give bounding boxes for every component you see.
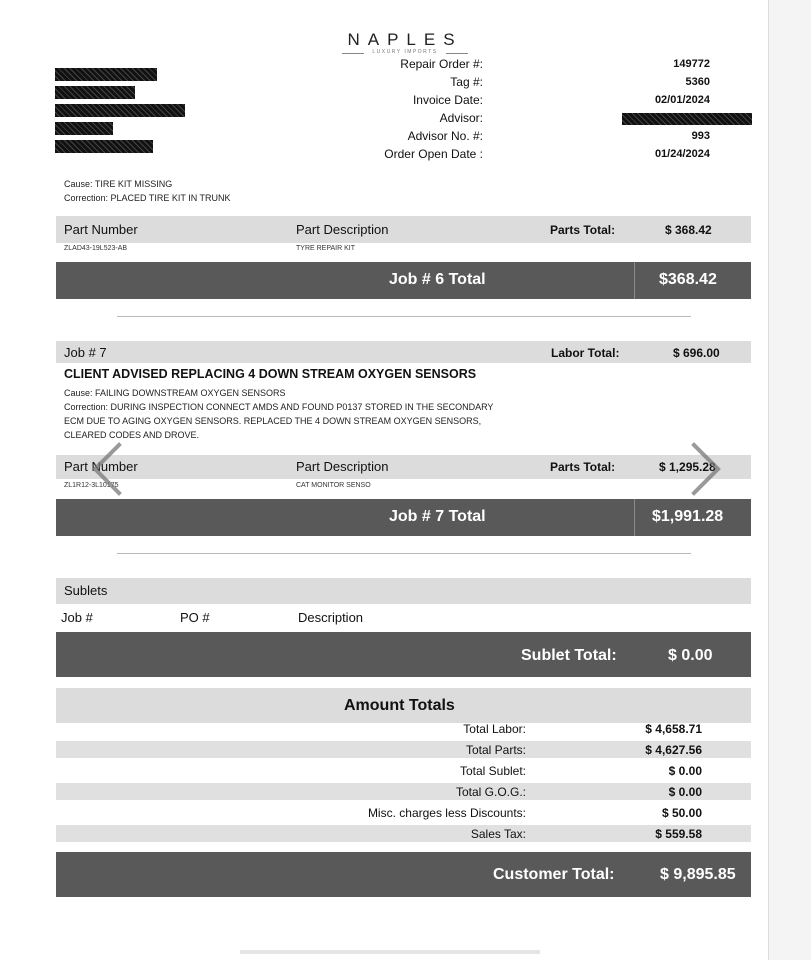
customer-total-value: $ 9,895.85 (660, 866, 736, 883)
job7-cause: Cause: FAILING DOWNSTREAM OXYGEN SENSORS (64, 388, 286, 398)
job7-title: CLIENT ADVISED REPLACING 4 DOWN STREAM OXYGEN SENSORS (64, 367, 477, 381)
job7-part-description: CAT MONITOR SENSO (296, 482, 371, 489)
customer-total-label: Customer Total: (493, 866, 615, 883)
row-shade (56, 825, 751, 842)
total-labor-value: $ 4,658.71 (645, 722, 702, 736)
logo-name: NAPLES (347, 30, 463, 49)
job7-parts-header (56, 455, 751, 479)
total-divider (634, 262, 635, 299)
labor-total-label: Labor Total: (551, 346, 620, 360)
labor-total-value: $ 696.00 (673, 346, 720, 360)
parts-total-value: $ 368.42 (665, 223, 712, 237)
parts-total-label: Parts Total: (550, 460, 616, 474)
row-shade (56, 783, 751, 800)
redacted-customer-line (55, 140, 153, 153)
job7-header (56, 341, 751, 363)
total-divider (634, 499, 635, 536)
logo-rule-right (446, 53, 468, 54)
invoice-date-label: Invoice Date: (412, 93, 483, 107)
total-parts-label: Total Parts: (465, 743, 526, 757)
invoice-date-value: 02/01/2024 (654, 94, 710, 106)
total-parts-value: $ 4,627.56 (645, 743, 702, 757)
sublets-header (56, 578, 751, 604)
sublet-total-label: Sublet Total: (521, 647, 617, 664)
sales-tax-value: $ 559.58 (655, 827, 702, 841)
job7-correction-line1: Correction: DURING INSPECTION CONNECT AMDS AND FOUND P0137 STORED IN THE SECONDARY (64, 402, 494, 412)
job6-total-bar (56, 262, 751, 299)
footer-text-faded (240, 950, 540, 954)
job6-total-label: Job # 6 Total (389, 271, 486, 288)
amount-totals-header (56, 688, 751, 723)
logo-rule-left (342, 53, 364, 54)
tag-label: Tag #: (450, 75, 483, 89)
redacted-advisor (622, 113, 752, 125)
tag-value: 5360 (685, 76, 710, 88)
part-description-header: Part Description (296, 222, 389, 237)
logo-tagline: LUXURY IMPORTS (372, 49, 438, 55)
customer-total-bar (56, 852, 751, 897)
total-sublet-label: Total Sublet: (459, 764, 526, 778)
job6-correction: Correction: PLACED TIRE KIT IN TRUNK (64, 193, 231, 203)
part-description-header: Part Description (296, 459, 389, 474)
job7-correction-line2: ECM DUE TO AGING OXYGEN SENSORS. REPLACED THE 4 DOWN STREAM OXYGEN SENSORS, (64, 416, 482, 426)
advisor-no-label: Advisor No. #: (407, 129, 483, 143)
advisor-no-value: 993 (691, 130, 710, 142)
part-number-header: Part Number (64, 222, 138, 237)
parts-total-value: $ 1,295.28 (659, 460, 716, 474)
total-gog-label: Total G.O.G.: (455, 785, 526, 799)
order-open-date-label: Order Open Date : (384, 147, 483, 161)
redacted-customer-line (55, 104, 185, 117)
repair-order-label: Repair Order #: (400, 57, 483, 71)
sales-tax-label: Sales Tax: (470, 827, 526, 841)
job6-part-description: TYRE REPAIR KIT (296, 245, 355, 252)
job6-parts-header (56, 216, 751, 243)
job7-total-label: Job # 7 Total (389, 508, 486, 525)
job6-total-value: $368.42 (659, 271, 717, 288)
total-labor-label: Total Labor: (463, 722, 526, 736)
sublet-description-col: Description (298, 610, 364, 625)
advisor-label: Advisor: (439, 111, 483, 125)
redacted-customer-line (55, 122, 113, 135)
sublet-po-col: PO # (180, 610, 210, 625)
dealer-logo (330, 30, 480, 55)
job7-correction-line3: CLEARED CODES AND DROVE. (64, 430, 200, 440)
sublet-job-col: Job # (61, 610, 93, 625)
total-gog-value: $ 0.00 (668, 785, 702, 799)
sublets-title: Sublets (64, 583, 108, 598)
amount-totals-title: Amount Totals (344, 697, 455, 714)
job6-cause: Cause: TIRE KIT MISSING (64, 179, 173, 189)
sublet-total-bar (56, 632, 751, 677)
sublet-total-value: $ 0.00 (668, 647, 713, 664)
misc-charges-label: Misc. charges less Discounts: (367, 806, 526, 820)
redacted-customer-line (55, 68, 157, 81)
order-open-date-value: 01/24/2024 (654, 148, 710, 160)
viewer-edge (768, 0, 811, 960)
redacted-customer-line (55, 86, 135, 99)
job7-total-bar (56, 499, 751, 536)
part-number-header: Part Number (64, 459, 138, 474)
repair-order-value: 149772 (673, 58, 710, 70)
job6-part-number: ZLAD43-19L523-AB (64, 245, 128, 252)
section-divider (117, 316, 691, 317)
job7-part-number: ZL1R12-3L10175 (64, 482, 119, 489)
section-divider (117, 553, 691, 554)
parts-total-label: Parts Total: (550, 223, 616, 237)
job7-label: Job # 7 (64, 345, 107, 360)
misc-charges-value: $ 50.00 (661, 806, 702, 820)
job7-total-value: $1,991.28 (652, 508, 724, 525)
total-sublet-value: $ 0.00 (668, 764, 702, 778)
